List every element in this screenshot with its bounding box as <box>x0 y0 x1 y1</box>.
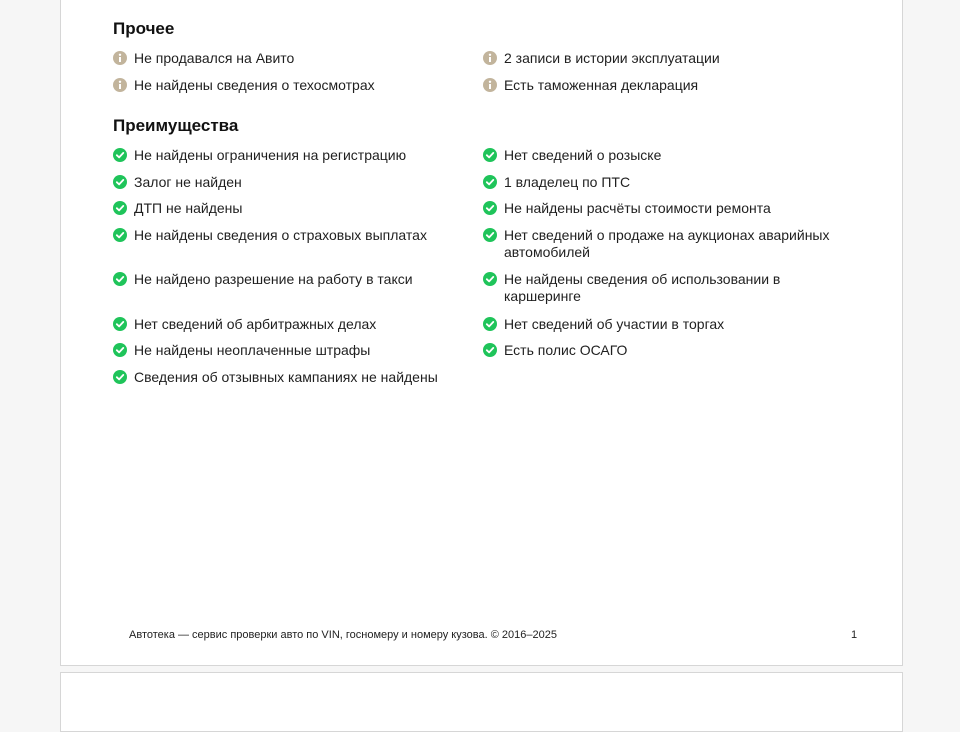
list-item <box>483 77 853 104</box>
section-title-others: Прочее <box>113 19 175 38</box>
check-circle-icon <box>113 317 127 331</box>
document-page-next <box>60 672 903 732</box>
info-icon <box>483 51 497 65</box>
list-item <box>113 316 483 343</box>
list-item <box>483 316 853 343</box>
advantages-list <box>113 147 853 395</box>
list-item-label: 2 записи в истории эксплуатации <box>504 50 720 66</box>
document-page <box>60 0 903 666</box>
list-item <box>113 174 483 201</box>
check-circle-icon <box>113 148 127 162</box>
list-item-label: Не найдены расчёты стоимости ремонта <box>504 200 771 216</box>
list-item-label: Не найдены сведения о страховых выплатах <box>134 226 427 243</box>
list-item <box>113 369 483 396</box>
info-icon <box>113 78 127 92</box>
check-circle-icon <box>113 175 127 189</box>
check-circle-icon <box>483 317 497 331</box>
list-item-label: Есть полис ОСАГО <box>504 342 628 358</box>
check-circle-icon <box>483 228 497 242</box>
list-item-label: Не найдены ограничения на регистрацию <box>134 147 407 163</box>
list-item <box>113 342 483 369</box>
info-icon <box>483 78 497 92</box>
list-item-label: Нет сведений о продаже на аукционах аварийных автомобилей <box>504 226 830 260</box>
check-circle-icon <box>483 201 497 215</box>
check-circle-icon <box>113 201 127 215</box>
list-item <box>113 200 483 227</box>
list-item <box>113 227 483 272</box>
list-item-label: Не найдены сведения об использовании в каршеринге <box>504 271 781 304</box>
check-circle-icon <box>113 343 127 357</box>
section-title-advantages: Преимущества <box>113 116 239 135</box>
check-circle-icon <box>483 343 497 357</box>
list-item-label: Не продавался на Авито <box>134 50 295 66</box>
list-item-label: Есть таможенная декларация <box>504 76 699 93</box>
list-item <box>113 50 483 77</box>
list-item-label: Не найдены неоплаченные штрафы <box>134 342 371 358</box>
list-item-label: Нет сведений о розыске <box>504 147 662 163</box>
list-item-label: Не найдено разрешение на работу в такси <box>134 271 413 287</box>
list-item-label: Залог не найден <box>134 173 242 190</box>
list-item-label: Сведения об отзывных кампаниях не найдены <box>134 368 438 385</box>
list-item-label: Не найдены сведения о техосмотрах <box>134 76 375 93</box>
footer-text: Автотека — сервис проверки авто по VIN, госномеру и номеру кузова. © 2016–2025 <box>129 629 557 641</box>
list-item <box>483 200 853 227</box>
list-item <box>113 147 483 174</box>
check-circle-icon <box>483 148 497 162</box>
list-item <box>483 227 853 272</box>
list-item <box>483 342 853 369</box>
list-item <box>483 174 853 201</box>
check-circle-icon <box>483 175 497 189</box>
check-circle-icon <box>113 228 127 242</box>
list-item <box>483 147 853 174</box>
info-icon <box>113 51 127 65</box>
list-item-label: Нет сведений об участии в торгах <box>504 315 725 332</box>
page-number: 1 <box>851 629 858 641</box>
check-circle-icon <box>113 272 127 286</box>
list-item <box>113 271 483 316</box>
list-item <box>483 271 853 316</box>
list-item <box>113 77 483 104</box>
list-item-label: ДТП не найдены <box>134 200 243 216</box>
check-circle-icon <box>113 370 127 384</box>
list-item <box>483 50 853 77</box>
check-circle-icon <box>483 272 497 286</box>
list-item-label: 1 владелец по ПТС <box>504 173 631 190</box>
others-list <box>113 50 853 103</box>
list-item-label: Нет сведений об арбитражных делах <box>134 315 377 332</box>
